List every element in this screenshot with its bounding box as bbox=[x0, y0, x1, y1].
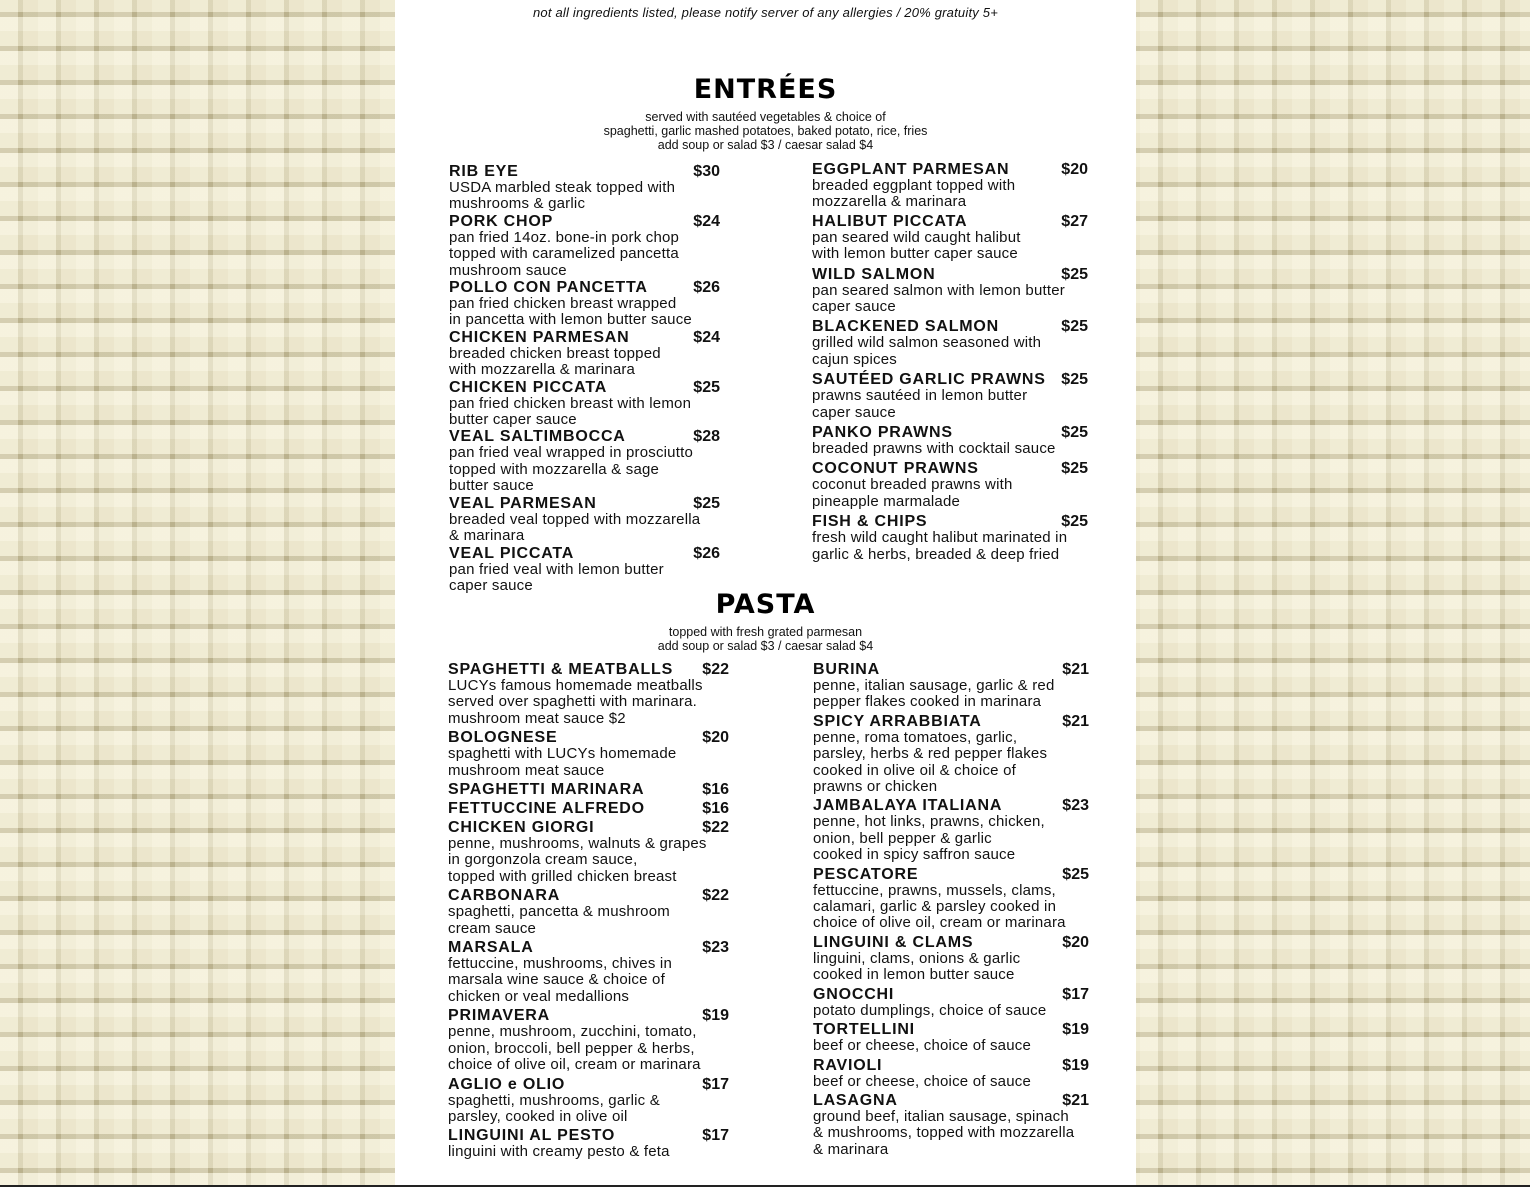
menu-item-header bbox=[449, 545, 720, 562]
menu-item bbox=[448, 661, 729, 727]
menu-item-description-line: pan fried chicken breast with lemon bbox=[449, 394, 692, 412]
menu-item-header bbox=[449, 428, 720, 445]
menu-item-name: CHICKEN GIORGI bbox=[448, 819, 595, 837]
menu-item-description-line: cajun spices bbox=[812, 350, 897, 368]
menu-item-name: VEAL SALTIMBOCCA bbox=[449, 428, 626, 446]
menu-item-description-line: choice of olive oil, cream or marinara bbox=[448, 1056, 701, 1074]
menu-item-header bbox=[813, 661, 1089, 678]
menu-item-description-line: beef or cheese, choice of sauce bbox=[813, 1037, 1032, 1055]
menu-item-header bbox=[449, 329, 720, 346]
menu-item-description-line: beef or cheese, choice of sauce bbox=[813, 1072, 1032, 1090]
menu-item-price: $25 bbox=[693, 494, 720, 512]
menu-item bbox=[449, 213, 720, 279]
menu-item-price: $17 bbox=[702, 1127, 729, 1145]
menu-item-description-line: calamari, garlic & parsley cooked in bbox=[813, 898, 1057, 916]
pasta-subtitle-2: add soup or salad $3 / caesar salad $4 bbox=[657, 639, 874, 653]
menu-item-description-line: pan seared salmon with lemon butter bbox=[812, 281, 1065, 299]
menu-item bbox=[813, 1021, 1089, 1054]
menu-item-description-line: mushroom meat sauce $2 bbox=[448, 709, 626, 727]
menu-item-description-line: marsala wine sauce & choice of bbox=[448, 971, 665, 989]
menu-item-header bbox=[812, 213, 1088, 230]
menu-item-name: CARBONARA bbox=[448, 887, 561, 905]
menu-item-header bbox=[448, 819, 729, 836]
menu-item bbox=[449, 163, 720, 213]
menu-item-description-line: grilled wild salmon seasoned with bbox=[812, 334, 1042, 352]
menu-item-header bbox=[449, 213, 720, 230]
menu-item-description-line: in pancetta with lemon butter sauce bbox=[449, 311, 692, 329]
menu-item-description-line: with lemon butter caper sauce bbox=[812, 245, 1018, 263]
menu-item-description-line: cooked in olive oil & choice of bbox=[813, 761, 1016, 779]
menu-item-description-line: butter caper sauce bbox=[449, 411, 577, 429]
menu-item-header bbox=[813, 1092, 1089, 1109]
menu-item-name: CHICKEN PICCATA bbox=[449, 378, 608, 396]
menu-item-header bbox=[449, 163, 720, 180]
menu-item-description-line: pan fried veal wrapped in prosciutto bbox=[449, 444, 694, 462]
menu-item-header bbox=[813, 986, 1089, 1003]
menu-item-description-line: served over spaghetti with marinara. bbox=[448, 693, 697, 711]
menu-item-price: $19 bbox=[1062, 1021, 1089, 1039]
menu-item-price: $25 bbox=[1061, 318, 1088, 336]
menu-item-price: $21 bbox=[1062, 712, 1089, 730]
pasta-subtitle-1: topped with fresh grated parmesan bbox=[668, 625, 863, 639]
menu-item-name: PESCATORE bbox=[813, 865, 919, 883]
menu-item-name: BOLOGNESE bbox=[448, 729, 558, 747]
menu-item-header bbox=[813, 713, 1089, 730]
menu-item-price: $25 bbox=[693, 378, 720, 396]
menu-item-price: $22 bbox=[702, 887, 729, 905]
menu-item-header bbox=[812, 161, 1088, 178]
menu-item-description-line: ground beef, italian sausage, spinach bbox=[813, 1107, 1069, 1125]
menu-item-name: HALIBUT PICCATA bbox=[812, 212, 968, 230]
menu-item-header bbox=[813, 797, 1089, 814]
menu-item-description-line: & marinara bbox=[813, 1140, 889, 1158]
menu-item bbox=[812, 213, 1088, 263]
menu-item-description-line: & marinara bbox=[449, 527, 525, 545]
menu-item-price: $25 bbox=[1062, 865, 1089, 883]
menu-item-description-line: parsley, cooked in olive oil bbox=[448, 1107, 628, 1125]
menu-item-description-line: LUCYs famous homemade meatballs bbox=[448, 677, 703, 694]
menu-item-name: FISH & CHIPS bbox=[812, 513, 928, 531]
menu-item bbox=[813, 986, 1089, 1019]
menu-item-name: LINGUINI & CLAMS bbox=[813, 933, 974, 951]
entrees-subtitle-1: served with sautéed vegetables & choice of bbox=[645, 110, 886, 124]
menu-item-description-line: topped with caramelized pancetta bbox=[449, 245, 679, 263]
menu-item-header bbox=[812, 460, 1088, 477]
menu-item bbox=[813, 934, 1089, 984]
menu-item bbox=[812, 371, 1088, 421]
menu-item-header bbox=[449, 279, 720, 296]
pasta-left-column bbox=[448, 661, 729, 1161]
menu-item-price: $22 bbox=[702, 661, 729, 678]
menu-item bbox=[448, 800, 729, 817]
menu-item bbox=[813, 866, 1089, 932]
menu-item-description-line: butter sauce bbox=[449, 477, 534, 495]
menu-item-name: BURINA bbox=[813, 661, 881, 678]
menu-item-name: COCONUT PRAWNS bbox=[812, 460, 979, 478]
menu-item-description-line: fettuccine, mushrooms, chives in bbox=[448, 955, 672, 973]
menu-item-description-line: caper sauce bbox=[449, 576, 533, 594]
menu-item-header bbox=[812, 266, 1088, 283]
menu-item-description-line: & mushrooms, topped with mozzarella bbox=[813, 1124, 1075, 1142]
menu-item bbox=[448, 781, 729, 798]
menu-item bbox=[448, 1007, 729, 1073]
menu-item-header bbox=[813, 1021, 1089, 1038]
entrees-right-column bbox=[812, 161, 1088, 563]
menu-item-description-line: pepper flakes cooked in marinara bbox=[813, 693, 1042, 711]
menu-item-description-line: spaghetti, pancetta & mushroom bbox=[448, 903, 670, 921]
menu-item-description-line: coconut breaded prawns with bbox=[812, 476, 1013, 494]
menu-item-name: LASAGNA bbox=[813, 1091, 898, 1109]
menu-item-price: $20 bbox=[1062, 933, 1089, 951]
menu-item-description-line: linguini, clams, onions & garlic bbox=[813, 949, 1021, 967]
menu-item-description-line: garlic & herbs, breaded & deep fried bbox=[812, 545, 1060, 563]
menu-item-price: $24 bbox=[693, 212, 720, 230]
menu-item bbox=[449, 379, 720, 429]
menu-item-price: $17 bbox=[1062, 985, 1089, 1003]
menu-item-description-line: fresh wild caught halibut marinated in bbox=[812, 529, 1068, 547]
menu-item-price: $25 bbox=[1061, 513, 1088, 531]
menu-item-description-line: potato dumplings, choice of sauce bbox=[813, 1001, 1047, 1019]
menu-item bbox=[812, 161, 1088, 211]
menu-item-description-line: breaded veal topped with mozzarella bbox=[449, 510, 701, 528]
menu-item-description-line: pan seared wild caught halibut bbox=[812, 228, 1021, 246]
menu-item-header bbox=[813, 934, 1089, 951]
menu-item-description-line: breaded chicken breast topped bbox=[449, 344, 661, 362]
menu-item-name: EGGPLANT PARMESAN bbox=[812, 161, 1010, 178]
menu-item-header bbox=[812, 371, 1088, 388]
menu-item-name: VEAL PICCATA bbox=[449, 544, 575, 562]
menu-item-name: BLACKENED SALMON bbox=[812, 318, 1000, 336]
menu-item-header bbox=[812, 513, 1088, 530]
menu-item-name: MARSALA bbox=[448, 939, 534, 957]
menu-item bbox=[813, 661, 1089, 711]
menu-item-price: $21 bbox=[1062, 1091, 1089, 1109]
menu-item-header bbox=[813, 1057, 1089, 1074]
menu-item-description-line: spaghetti, mushrooms, garlic & bbox=[448, 1091, 660, 1109]
menu-item-header bbox=[448, 1007, 729, 1024]
menu-item-price: $26 bbox=[693, 544, 720, 562]
menu-item-name: RIB EYE bbox=[449, 163, 519, 180]
menu-item-description-line: chicken or veal medallions bbox=[448, 987, 630, 1005]
menu-item bbox=[449, 428, 720, 494]
menu-item-description-line: penne, italian sausage, garlic & red bbox=[813, 677, 1055, 694]
menu-item-description-line: onion, broccoli, bell pepper & herbs, bbox=[448, 1039, 695, 1057]
menu-item-description-line: spaghetti with LUCYs homemade bbox=[448, 745, 677, 763]
menu-item bbox=[448, 887, 729, 937]
menu-item-name: RAVIOLI bbox=[813, 1056, 883, 1074]
menu-item bbox=[812, 460, 1088, 510]
menu-item-price: $24 bbox=[693, 328, 720, 346]
menu-item-price: $20 bbox=[1061, 161, 1088, 178]
menu-item-price: $21 bbox=[1062, 661, 1089, 678]
menu-item-name: GNOCCHI bbox=[813, 985, 895, 1003]
menu-item-name: AGLIO e OLIO bbox=[448, 1075, 566, 1093]
menu-item-description-line: breaded prawns with cocktail sauce bbox=[812, 440, 1056, 458]
menu-item-name: LINGUINI AL PESTO bbox=[448, 1127, 616, 1145]
menu-item-header bbox=[449, 495, 720, 512]
menu-item-description-line: parsley, herbs & red pepper flakes bbox=[813, 745, 1048, 763]
menu-item-description-line: onion, bell pepper & garlic bbox=[813, 829, 992, 847]
menu-item-header bbox=[449, 379, 720, 396]
menu-item-description-line: cooked in lemon butter sauce bbox=[813, 966, 1015, 984]
menu-item-price: $19 bbox=[1062, 1056, 1089, 1074]
menu-item-price: $25 bbox=[1061, 371, 1088, 389]
menu-item bbox=[448, 939, 729, 1005]
menu-item-price: $30 bbox=[693, 163, 720, 180]
menu-item-price: $17 bbox=[702, 1075, 729, 1093]
menu-item-description-line: mozzarella & marinara bbox=[812, 193, 967, 211]
menu-item bbox=[812, 424, 1088, 457]
menu-item-header bbox=[448, 661, 729, 678]
menu-item bbox=[448, 1127, 729, 1160]
menu-item-name: POLLO CON PANCETTA bbox=[449, 279, 648, 297]
menu-item-description-line: penne, hot links, prawns, chicken, bbox=[813, 813, 1045, 831]
menu-item-header bbox=[448, 729, 729, 746]
menu-item bbox=[813, 713, 1089, 796]
menu-item-header bbox=[812, 424, 1088, 441]
allergy-notice: not all ingredients listed, please notify server of any allergies / 20% gratuity 5+ bbox=[533, 5, 998, 20]
menu-item-description-line: caper sauce bbox=[812, 403, 896, 421]
menu-item-price: $23 bbox=[1062, 797, 1089, 815]
menu-item-price: $27 bbox=[1061, 212, 1088, 230]
menu-item-name: JAMBALAYA ITALIANA bbox=[813, 797, 1003, 815]
menu-item-header bbox=[448, 781, 729, 798]
menu-item-name: WILD SALMON bbox=[812, 265, 936, 283]
menu-item-description-line: topped with grilled chicken breast bbox=[448, 867, 677, 885]
menu-item-description-line: penne, mushroom, zucchini, tomato, bbox=[448, 1023, 697, 1041]
menu-item bbox=[813, 1057, 1089, 1090]
menu-item-name: SPICY ARRABBIATA bbox=[813, 712, 982, 730]
menu-item bbox=[812, 318, 1088, 368]
menu-item-description-line: USDA marbled steak topped with bbox=[449, 179, 676, 196]
menu-item bbox=[448, 1076, 729, 1126]
menu-item-name: FETTUCCINE ALFREDO bbox=[448, 800, 645, 818]
menu-item-description-line: prawns or chicken bbox=[813, 778, 938, 796]
entrees-subtitle-2: spaghetti, garlic mashed potatoes, baked potato, rice, fries bbox=[603, 124, 928, 138]
menu-item-name: SPAGHETTI & MEATBALLS bbox=[448, 661, 674, 678]
menu-item-description-line: pan fried chicken breast wrapped bbox=[449, 295, 677, 313]
menu-item-name: PRIMAVERA bbox=[448, 1007, 551, 1025]
menu-item bbox=[448, 819, 729, 885]
menu-item-name: PORK CHOP bbox=[449, 212, 554, 230]
menu-item-description-line: breaded eggplant topped with bbox=[812, 177, 1016, 194]
menu-item-description-line: cooked in spicy saffron sauce bbox=[813, 846, 1016, 864]
menu-item-header bbox=[448, 1076, 729, 1093]
menu-item-price: $20 bbox=[702, 729, 729, 747]
menu-item-name: TORTELLINI bbox=[813, 1021, 915, 1039]
menu-item-name: VEAL PARMESAN bbox=[449, 494, 597, 512]
menu-item-description-line: prawns sautéed in lemon butter bbox=[812, 387, 1028, 405]
menu-item bbox=[812, 266, 1088, 316]
menu-item-description-line: penne, roma tomatoes, garlic, bbox=[813, 728, 1018, 746]
menu-item-description-line: linguini with creamy pesto & feta bbox=[448, 1143, 670, 1161]
menu-item-description-line: mushroom sauce bbox=[449, 261, 567, 279]
menu-item-price: $19 bbox=[702, 1007, 729, 1025]
menu-item-header bbox=[448, 887, 729, 904]
menu-item-description-line: caper sauce bbox=[812, 298, 896, 316]
menu-item bbox=[449, 279, 720, 329]
menu-item-price: $28 bbox=[693, 428, 720, 446]
menu-item-description-line: pineapple marmalade bbox=[812, 492, 961, 510]
pasta-title: PASTA bbox=[715, 589, 816, 620]
menu-item bbox=[812, 513, 1088, 563]
entrees-left-column bbox=[449, 163, 720, 594]
menu-item-description-line: cream sauce bbox=[448, 919, 537, 937]
menu-item-description-line: with mozzarella & marinara bbox=[449, 361, 636, 379]
menu-page bbox=[395, 0, 1136, 1185]
menu-item-price: $26 bbox=[693, 279, 720, 297]
menu-item-name: SAUTÉED GARLIC PRAWNS bbox=[812, 371, 1046, 389]
menu-item-price: $22 bbox=[702, 819, 729, 837]
menu-item-price: $16 bbox=[702, 800, 729, 818]
menu-item bbox=[813, 1092, 1089, 1158]
menu-item-header bbox=[812, 318, 1088, 335]
entrees-subtitle-3: add soup or salad $3 / caesar salad $4 bbox=[657, 138, 874, 152]
entrees-title: ENTRÉES bbox=[693, 74, 838, 105]
menu-item-description-line: in gorgonzola cream sauce, bbox=[448, 851, 638, 869]
menu-item bbox=[448, 729, 729, 779]
menu-item-description-line: choice of olive oil, cream or marinara bbox=[813, 914, 1066, 932]
menu-item-description-line: fettuccine, prawns, mussels, clams, bbox=[813, 881, 1056, 899]
menu-item-price: $16 bbox=[702, 781, 729, 799]
menu-item-price: $23 bbox=[702, 939, 729, 957]
menu-item-description-line: mushrooms & garlic bbox=[449, 195, 586, 213]
menu-item-header bbox=[448, 939, 729, 956]
menu-item-name: CHICKEN PARMESAN bbox=[449, 328, 630, 346]
menu-item-description-line: penne, mushrooms, walnuts & grapes bbox=[448, 835, 707, 853]
pasta-right-column bbox=[813, 661, 1089, 1158]
menu-item-description-line: topped with mozzarella & sage bbox=[449, 460, 660, 478]
menu-item-description-line: pan fried veal with lemon butter bbox=[449, 560, 664, 578]
menu-item-price: $25 bbox=[1061, 424, 1088, 442]
menu-item bbox=[449, 329, 720, 379]
menu-item-description-line: pan fried 14oz. bone-in pork chop bbox=[449, 228, 680, 246]
menu-item-header bbox=[448, 800, 729, 817]
menu-item-header bbox=[813, 866, 1089, 883]
menu-item bbox=[813, 797, 1089, 863]
menu-item-header bbox=[448, 1127, 729, 1144]
menu-item-name: SPAGHETTI MARINARA bbox=[448, 781, 645, 799]
menu-item bbox=[449, 545, 720, 595]
menu-item-description-line: mushroom meat sauce bbox=[448, 761, 605, 779]
menu-item-price: $25 bbox=[1061, 265, 1088, 283]
menu-item-name: PANKO PRAWNS bbox=[812, 424, 953, 442]
menu-item-price: $25 bbox=[1061, 460, 1088, 478]
menu-item bbox=[449, 495, 720, 545]
